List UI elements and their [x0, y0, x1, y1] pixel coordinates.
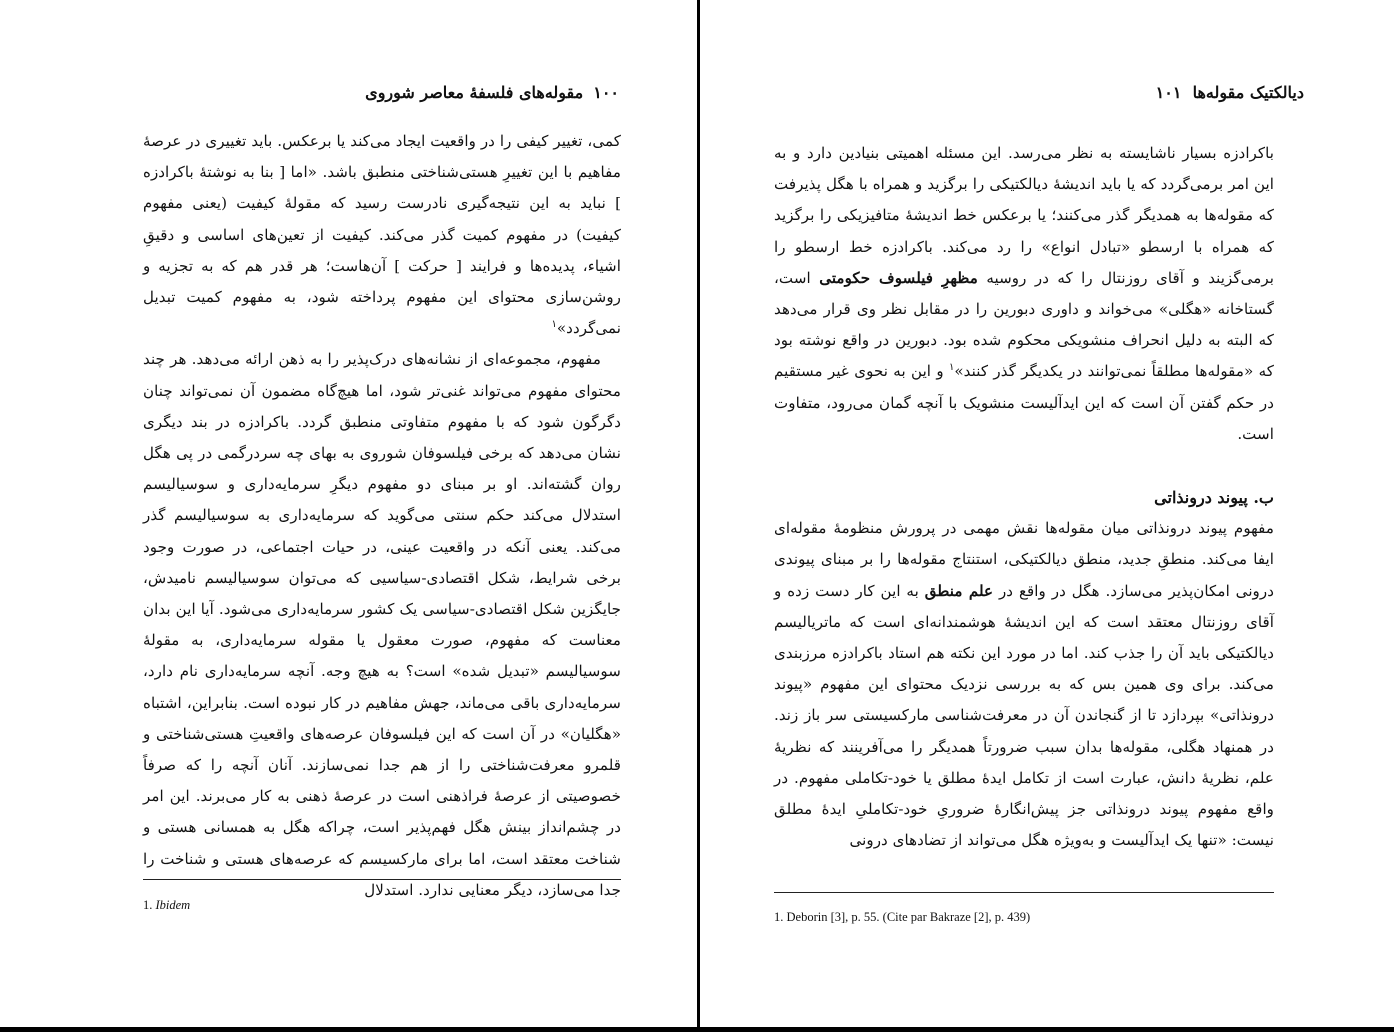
left-footnote-number: 1.	[143, 898, 153, 912]
right-paragraph-1-text-b: است، گستاخانه «هگلی» می‌خواند و داوری دبورین را در مقابل نظر وی قرار می‌دهد که البته به دلیل انحراف منشویکی محکوم شده بود. دبورین در واقع نوشته بود که «مقوله‌ها مطلقاً نمی‌توانند در یکدیگر گذر کنند»	[774, 268, 1274, 381]
left-running-title: مقوله‌های فلسفهٔ معاصر شوروی	[365, 83, 584, 102]
right-footnote-number: 1.	[774, 910, 784, 924]
right-footnote	[774, 908, 1030, 926]
right-paragraph-1-text-a: باکرادزه بسیار ناشایسته به نظر می‌رسد. این مسئله اهمیتی بنیادین دارد و به این امر برمی‌گردد که یا باید اندیشهٔ دیالکتیکی را برگزید و همراه با هگل پذیرفت که مقوله‌ها به همدیگر گذر می‌کنند؛ یا برعکس خط اندیشهٔ متافیزیکی را برگزید که همراه با ارسطو «تبادل انواع» را رد می‌کند. باکرادزه خط ارسطو را برمی‌گزیند و آقای روزنتال را که در روسیه	[774, 144, 1274, 287]
right-footnote-ref: ۱	[949, 362, 955, 374]
right-footnote-text: Deborin [3], p. 55. (Cite par Bakraze [2], p. 439)	[786, 910, 1031, 924]
left-footnote-divider	[143, 879, 621, 880]
right-page-number: ۱۰۱	[1155, 83, 1182, 102]
right-footnote-divider	[774, 892, 1274, 893]
left-paragraph-2	[143, 344, 621, 906]
right-paragraph-2-bold: علم منطق	[924, 581, 994, 600]
right-paragraph-1-text-c: و این به نحوی غیر مستقیم در حکم گفتن آن است که این ایدآلیست منشویک با آنچه گمان می‌رود، متفاوت است.	[774, 362, 1274, 443]
right-running-title: دیالکتیک مقوله‌ها	[1192, 83, 1304, 102]
left-footnote-ref: ۱	[551, 319, 557, 331]
left-page-number: ۱۰۰	[593, 83, 619, 102]
right-body-text	[774, 138, 1274, 856]
right-paragraph-1	[774, 138, 1274, 450]
left-body-text	[143, 126, 621, 906]
bottom-edge	[0, 1027, 1394, 1032]
left-paragraph-1-text: کمی، تغییر کیفی را در واقعیت ایجاد می‌کند یا برعکس. باید تغییری در عرصهٔ مفاهیم با این تغییرِ هستی‌شناختی منطبق باشد. «اما [ بنا به نوشتهٔ باکرادزه ] نباید به این نتیجه‌گیری نادرست رسید که مقولهٔ کیفیت (یعنی مفهوم کیفیت) در مفهوم کمیت گذر می‌کند. کیفیت از تعین‌های اساسی و دقیقِ اشیاء، پدیده‌ها و فرایند [ حرکت ] آن‌هاست؛ هر قدر هم که به تجزیه و روشن‌سازی محتوای این مفهوم پرداخته شود، به مفهوم کمیت تبدیل نمی‌گردد»	[143, 132, 621, 338]
section-heading: ب. پیوند درونذاتی	[1154, 488, 1274, 508]
left-paragraph-1	[143, 126, 621, 344]
right-running-head	[1156, 82, 1304, 104]
left-footnote	[143, 896, 190, 914]
left-paragraph-2-text: مفهوم، مجموعه‌ای از نشانه‌های درک‌پذیر را به ذهن ارائه می‌دهد. هر چند محتوای مفهوم می‌تواند غنی‌تر شود، اما هیچ‌گاه مضمون آن نمی‌تواند چنان دگرگون شود که با مفهوم متفاوتی منطبق گردد. باکرادزه در بند دیگری نشان می‌دهد که برخی فیلسوفان شوروی به بهای چه سردرگمی در پی هگل روان گشته‌اند. او بر مبنای دو مفهوم دیگرِ سرمایه‌داری و سوسیالیسم استدلال می‌کند حکم سنتی می‌گوید که سرمایه‌داری به سوسیالیسم گذر می‌کند. یعنی آنکه در واقعیت عینی، در حیات اجتماعی، در صورت وجود برخی شرایط، شکل اقتصادی-سیاسیی که می‌توان سوسیالیسم نامیدش، جایگزین شکل اقتصادی-سیاسی یک کشور سرمایه‌داری می‌شود. آیا این بدان معناست که مفهوم، صورت معقول یا مقوله سرمایه‌داری، به مقولهٔ سوسیالیسم «تبدیل شده» است؟ به هیچ وجه. آنچه سرمایه‌داری نام دارد، سرمایه‌داری باقی می‌ماند، جهش مفاهیم در کار نبوده است. بنابراین، اشتباه «هگلیان» در آن است که این فیلسوفان عرصه‌های واقعیتِ هستی‌شناختی و قلمرو معرفت‌شناختی را از هم جدا نمی‌سازند. آنان آنچه را که صرفاً خصوصیتی از عرصهٔ فراذهنی است در عرصهٔ ذهنی به کار می‌برند. این امر در چشم‌انداز بینش هگل فهم‌پذیر است، چراکه هگل به همسانی هستی و شناخت معتقد است، اما برای مارکسیسم که عرصه‌های هستی و شناخت را جدا می‌سازد، دیگر معنایی ندارد. استدلال	[143, 350, 621, 899]
right-paragraph-2-text-b: به این کار دست زده و آقای روزنتال معتقد است که این اندیشهٔ هوشمندانه‌ای است که ماتریالیسم دیالکتیکی باید آن را جذب کند. اما در مورد این نکته هم استاد باکرادزه مرزبندی می‌کند. برای وی همین بس که به بررسی نزدیک محتوای این مفهوم «پیوند درونذاتی» بپردازد تا از گنجاندن آن در معرفت‌شناسی مارکسیستی سر باز زند. در همنهاد هگلی، مقوله‌ها بدان سبب ضرورتاً همدیگر را می‌آفرینند که نظریهٔ علم، نظریهٔ دانش، عبارت است از تکامل ایدهٔ مطلق یا خود-تکاملی مفهوم. در واقع مفهوم پیوند درونذاتی جز پیش‌انگارهٔ ضروریِ خود-تکاملیِ ایدهٔ مطلق نیست: «تنها یک ایدآلیست و به‌ویژه هگل می‌تواند از تضادهای درونی	[774, 581, 1274, 850]
right-paragraph-1-bold: مظهرِ فیلسوف حکومتی	[819, 268, 978, 287]
right-page	[700, 0, 1394, 1032]
right-paragraph-2	[774, 513, 1274, 856]
right-paragraph-2-text-a: مفهوم پیوند درونذاتی میان مقوله‌ها نقش مهمی در پرورش منظومهٔ مقوله‌ای ایفا می‌کند. منطقِ جدید، منطق دیالکتیکی، استنتاج مقوله‌ها را بر مبنای پیوندی درونی امکان‌پذیر می‌سازد. هگل در واقع در	[774, 519, 1274, 600]
left-running-head	[365, 82, 619, 104]
left-footnote-text: Ibidem	[155, 898, 191, 912]
